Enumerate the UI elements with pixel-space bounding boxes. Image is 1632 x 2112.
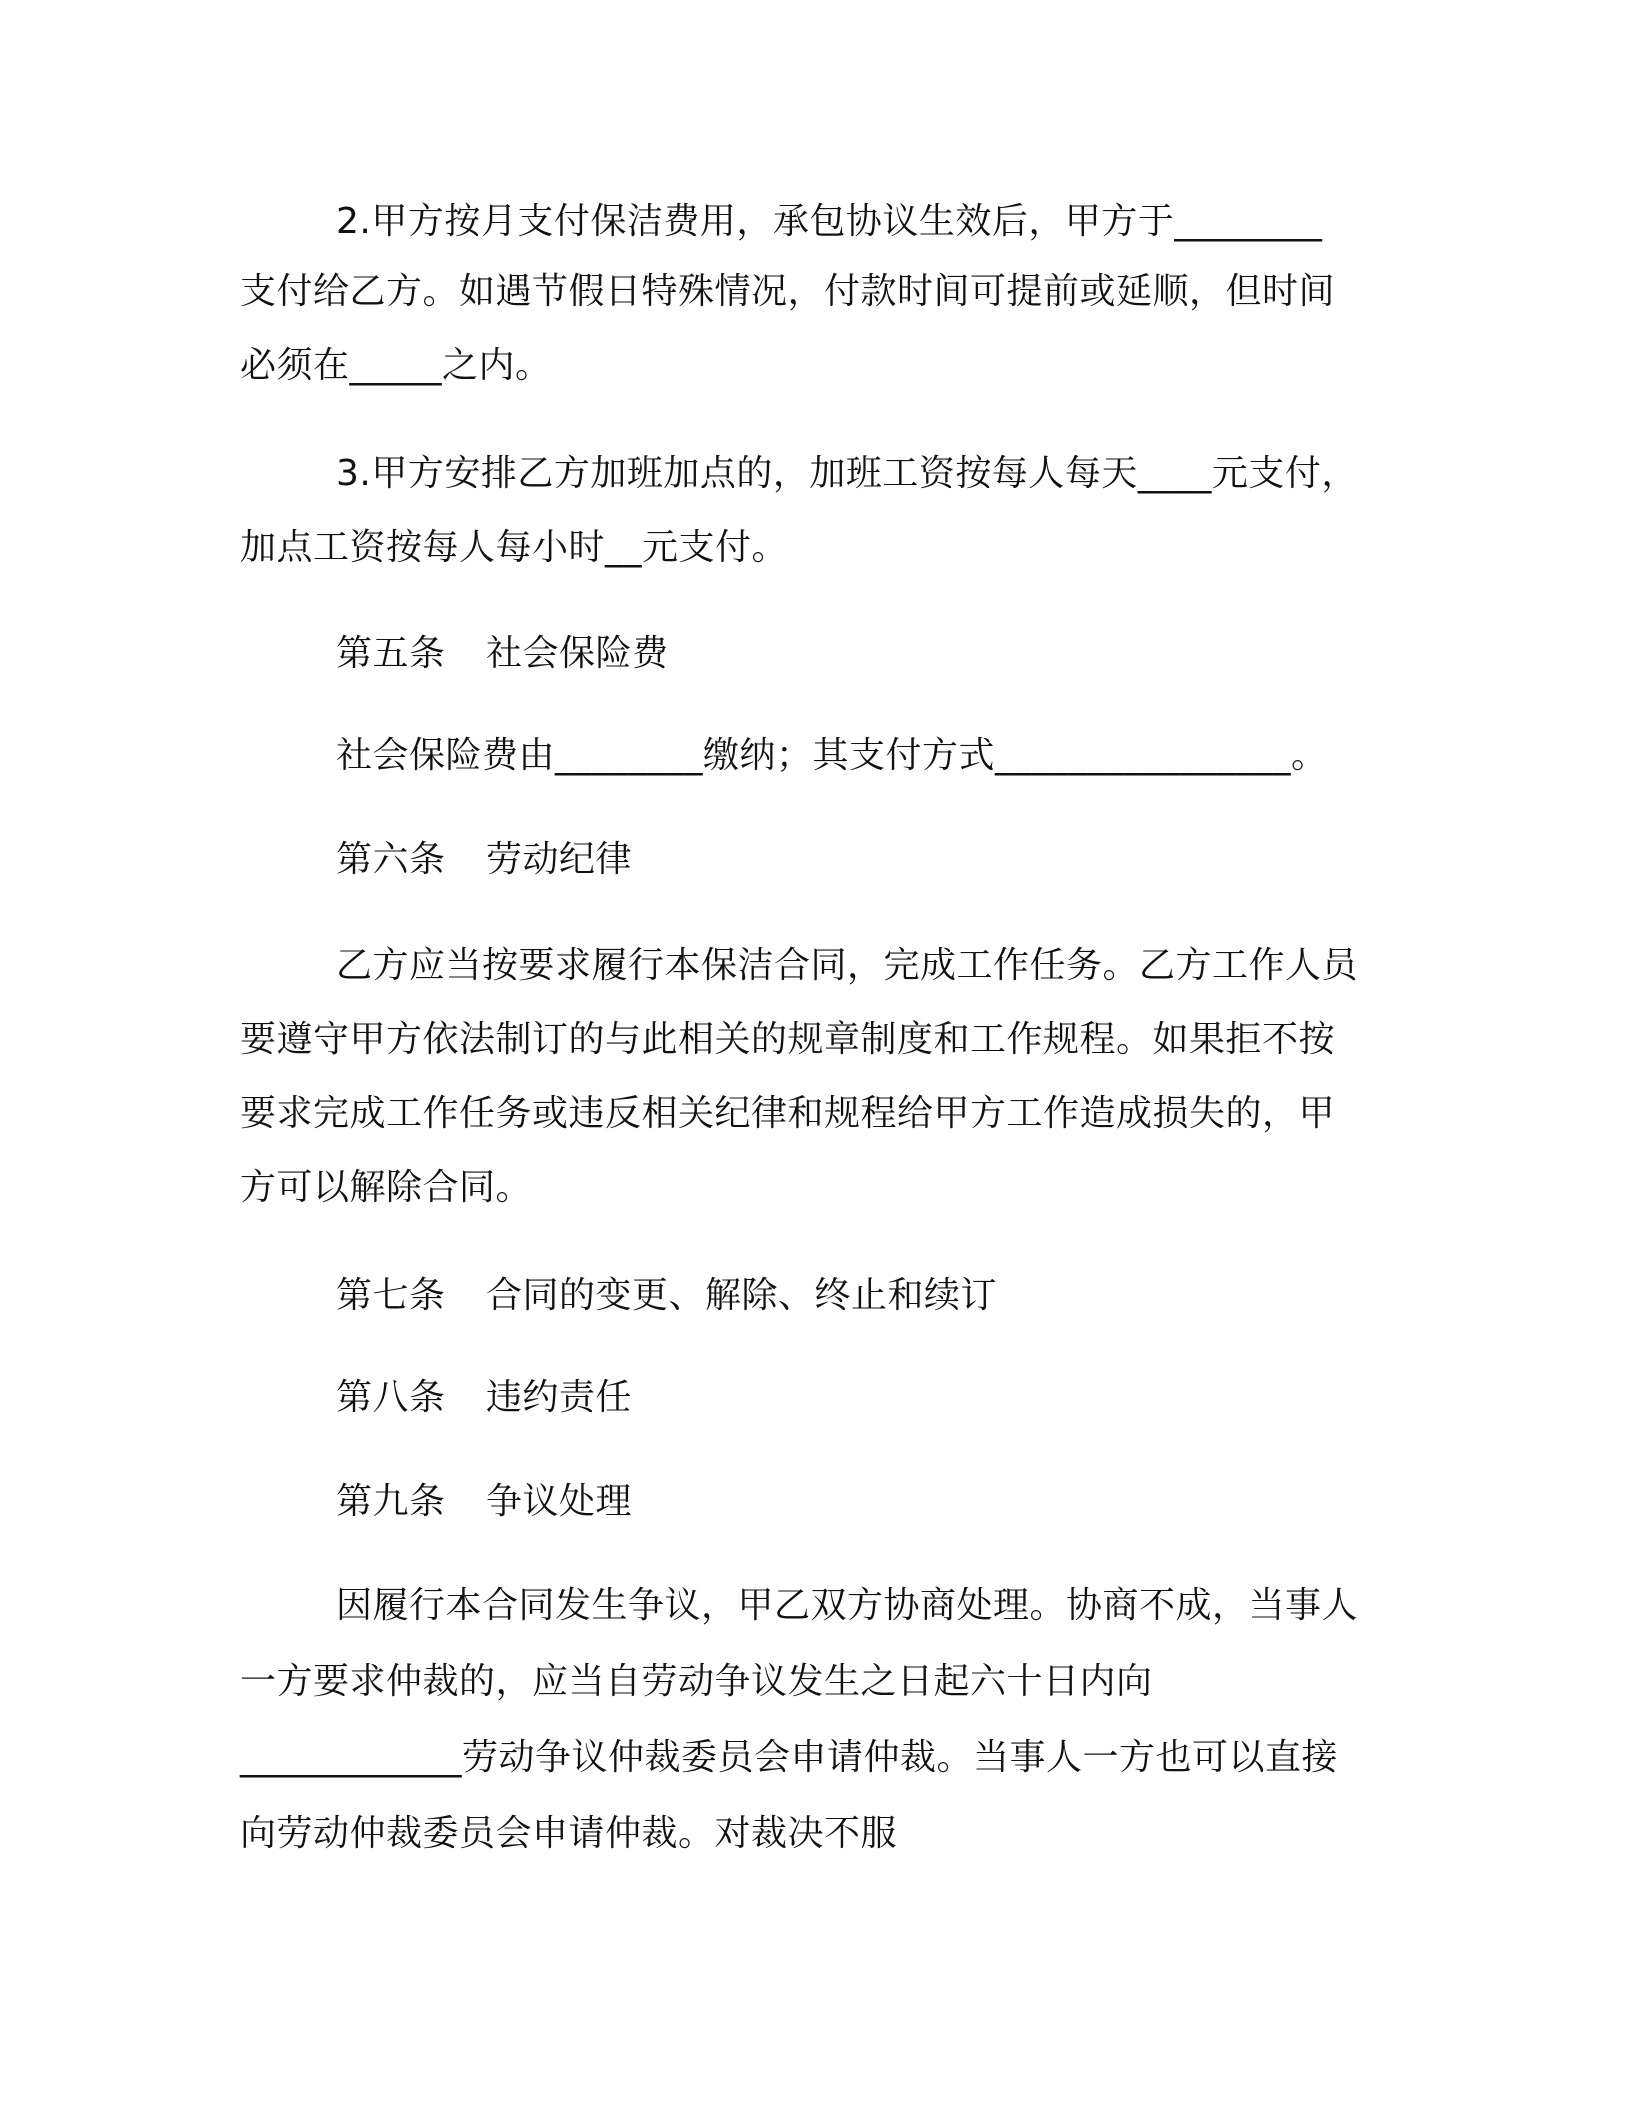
overtime-paragraph-line-2: 加点工资按每人每小时__元支付。 — [240, 527, 789, 568]
article-8-title: 违约责任 — [486, 1377, 633, 1418]
article-7-number: 第七条 — [336, 1275, 446, 1316]
payment-paragraph-line-2: 支付给乙方。如遇节假日特殊情况，付款时间可提前或延顺，但时间 — [240, 271, 1336, 312]
article-6-title: 劳动纪律 — [486, 839, 633, 880]
article-8-heading — [336, 1374, 632, 1422]
payment-paragraph-line-1: 2.甲方按月支付保洁费用，承包协议生效后，甲方于________ — [336, 201, 1323, 242]
article-9-title: 争议处理 — [486, 1481, 633, 1522]
payment-paragraph-line-3: 必须在_____之内。 — [240, 345, 552, 386]
overtime-paragraph-line-1: 3.甲方安排乙方加班加点的，加班工资按每人每天____元支付， — [336, 453, 1358, 494]
article-7-heading — [336, 1272, 997, 1320]
discipline-paragraph-line-1: 乙方应当按要求履行本保洁合同，完成工作任务。乙方工作人员 — [336, 945, 1359, 986]
dispute-paragraph-line-2: 一方要求仲裁的，应当自劳动争议发生之日起六十日内向 — [240, 1661, 1153, 1702]
article-7-title: 合同的变更、解除、终止和续订 — [486, 1275, 998, 1316]
insurance-paragraph-line-1: 社会保险费由________缴纳；其支付方式________________。 — [336, 735, 1328, 776]
article-6-heading — [336, 836, 632, 884]
article-9-number: 第九条 — [336, 1481, 446, 1522]
discipline-paragraph-line-2: 要遵守甲方依法制订的与此相关的规章制度和工作规程。如果拒不按 — [240, 1019, 1336, 1060]
discipline-paragraph-line-4: 方可以解除合同。 — [240, 1167, 533, 1208]
discipline-paragraph-line-3: 要求完成工作任务或违反相关纪律和规程给甲方工作造成损失的，甲 — [240, 1093, 1336, 1134]
article-5-number: 第五条 — [336, 633, 446, 674]
article-6-number: 第六条 — [336, 839, 446, 880]
article-9-heading — [336, 1478, 632, 1526]
article-8-number: 第八条 — [336, 1377, 446, 1418]
dispute-paragraph-line-3: ____________劳动争议仲裁委员会申请仲裁。当事人一方也可以直接 — [240, 1737, 1339, 1778]
article-5-heading — [336, 630, 669, 678]
article-5-title: 社会保险费 — [486, 633, 669, 674]
dispute-paragraph-line-4: 向劳动仲裁委员会申请仲裁。对裁决不服 — [240, 1813, 898, 1854]
dispute-paragraph-line-1: 因履行本合同发生争议，甲乙双方协商处理。协商不成，当事人 — [336, 1585, 1359, 1626]
